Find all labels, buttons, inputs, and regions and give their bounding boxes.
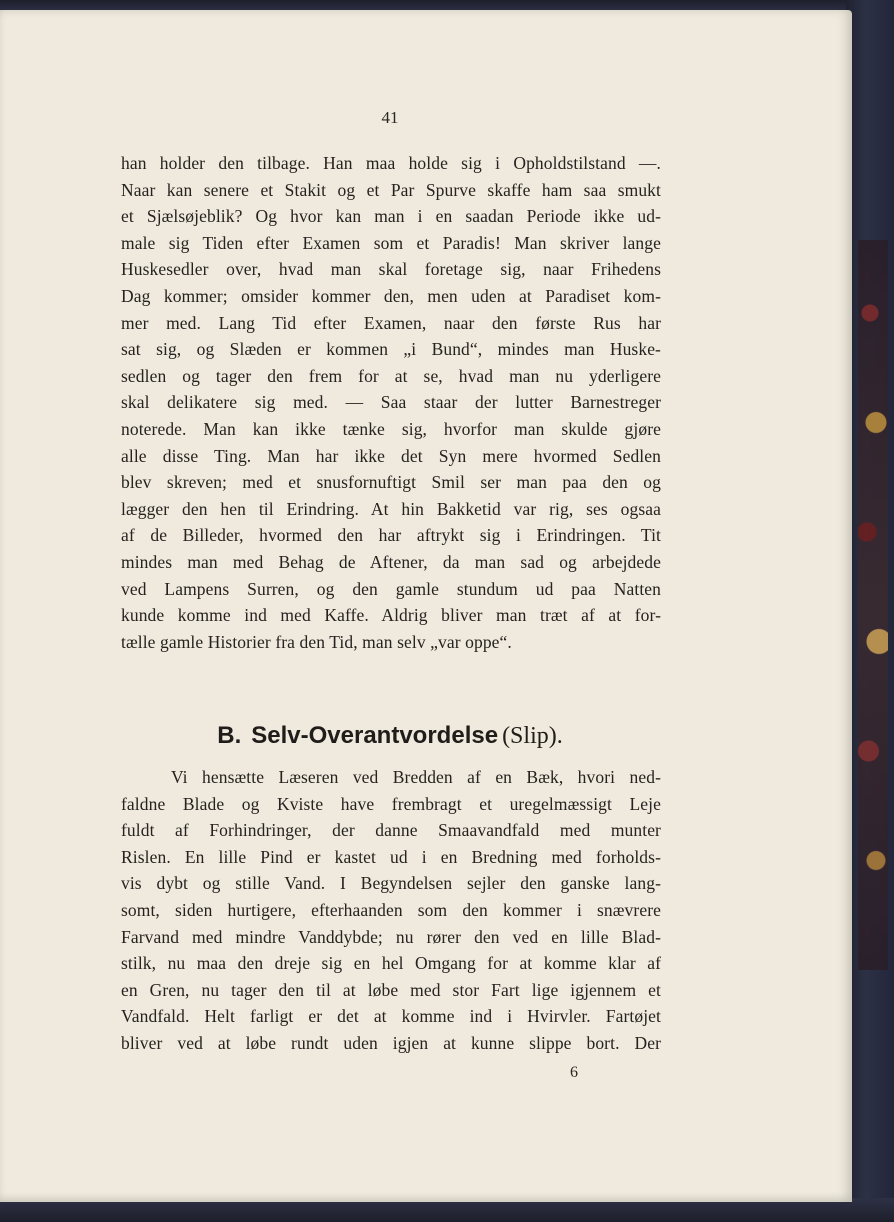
text-line: ved Lampens Surren, og den gamle stundum ud paa Natten [121, 578, 661, 599]
book-page [0, 10, 852, 1202]
text-line: noterede. Man kan ikke tænke sig, hvorfor man skulde gjøre [121, 418, 661, 439]
marbled-endpaper [858, 240, 888, 970]
paragraph-1 [121, 150, 661, 655]
section-title: Selv-Overantvordelse [251, 722, 499, 749]
section-heading [0, 722, 780, 750]
text-line: blev skreven; med et snusfornuftigt Smil ser man paa den og [121, 472, 661, 493]
text-line: alle disse Ting. Man har ikke det Syn mere hvormed Sedlen [121, 445, 661, 466]
text-line: Naar kan senere et Stakit og et Par Spurve skaffe ham saa smukt [121, 179, 661, 200]
text-line: male sig Tiden efter Examen som et Paradis! Man skriver lange [121, 232, 661, 253]
text-line: bliver ved at løbe rundt uden igjen at kunne slippe bort. Der [121, 1032, 661, 1053]
text-line: vis dybt og stille Vand. I Begyndelsen sejler den ganske lang- [121, 873, 661, 894]
paragraph-2 [121, 764, 661, 1057]
text-line: Vi hensætte Læseren ved Bredden af en Bæk, hvori ned- [171, 767, 661, 787]
text-line: lægger den hen til Erindring. At hin Bakketid var rig, ses ogsaa [121, 498, 661, 519]
text-line: tælle gamle Historier fra den Tid, man selv „var oppe“. [121, 631, 512, 652]
signature-mark: 6 [570, 1064, 578, 1081]
text-line: faldne Blade og Kviste have frembragt et uregelmæssigt Leje [121, 793, 661, 814]
section-letter: B. [217, 722, 242, 749]
text-line: somt, siden hurtigere, efterhaanden som den kommer i snævrere [121, 899, 661, 920]
text-line: sat sig, og Slæden er kommen „i Bund“, mindes man Huske- [121, 339, 661, 360]
text-line: mer med. Lang Tid efter Examen, naar den første Rus har [121, 312, 661, 333]
text-line: af de Billeder, hvormed den har aftrykt sig i Erindringen. Tit [121, 525, 661, 546]
text-line: Huskesedler over, hvad man skal foretage sig, naar Frihedens [121, 259, 661, 280]
text-line: mindes man med Behag de Aftener, da man sad og arbejdede [121, 551, 661, 572]
section-subtitle: (Slip). [502, 723, 563, 749]
text-line: Farvand med mindre Vanddybde; nu rører den ved en lille Blad- [121, 926, 661, 947]
text-line: sedlen og tager den frem for at se, hvad man nu yderligere [121, 365, 661, 386]
text-line: Dag kommer; omsider kommer den, men uden at Paradiset kom- [121, 285, 661, 306]
text-line: Rislen. En lille Pind er kastet ud i en Bredning med forholds- [121, 846, 661, 867]
text-line: kunde komme ind med Kaffe. Aldrig bliver man træt af at for- [121, 605, 661, 626]
text-line: han holder den tilbage. Han maa holde sig i Opholdstilstand —. [121, 153, 661, 173]
text-line: skal delikatere sig med. — Saa staar der lutter Barnestreger [121, 392, 661, 413]
text-line: stilk, nu maa den dreje sig en hel Omgang for at komme klar af [121, 953, 661, 974]
text-line: et Sjælsøjeblik? Og hvor kan man i en saadan Periode ikke ud- [121, 206, 661, 227]
page-number: 41 [381, 108, 399, 127]
book-cover-right-edge [846, 0, 894, 1222]
text-line: fuldt af Forhindringer, der danne Smaavandfald med munter [121, 820, 661, 841]
text-line: en Gren, nu tager den til at løbe med stor Fart lige igjennem et [121, 979, 661, 1000]
text-line: Vandfald. Helt farligt er det at komme ind i Hvirvler. Fartøjet [121, 1006, 661, 1027]
